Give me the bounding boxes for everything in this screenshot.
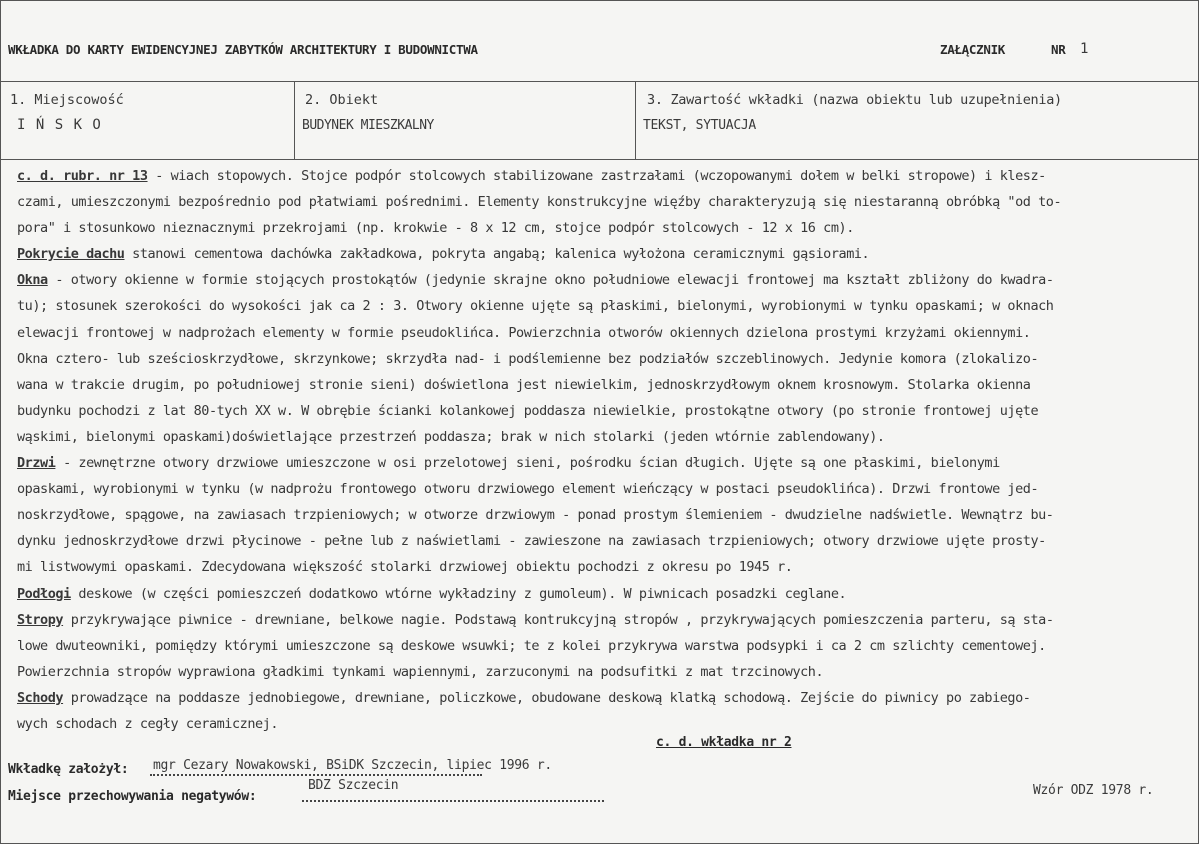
section-heading: Schody [17,689,64,706]
line-text: tu); stosunek szerokości do wysokości jak ca 2 : 3. Otwory okienne ujęte są płaskimi, bielonymi, wyrobionymi w tynku opaskami; w oknach [17,298,1054,315]
annex-label: ZAŁĄCZNIK [940,42,1006,57]
header-divider [0,81,1199,82]
line-text: budynku pochodzi z lat 80-tych XX w. W obrębie ścianki kolankowej poddasza niewielkie, prostokątne otwory (po stronie frontowej ujęte [17,402,1039,419]
negatives-dotted-line [302,800,604,802]
text-line [17,633,1182,659]
section-heading: Pokrycie dachu [17,246,125,263]
text-line [17,215,1182,241]
text-line [17,372,1182,398]
form-title: WKŁADKA DO KARTY EWIDENCYJNEJ ZABYTKÓW ARCHITEKTURY I BUDOWNICTWA [8,42,478,57]
object-value: BUDYNEK MIESZKALNY [302,118,434,133]
section-heading: Stropy [17,611,64,628]
text-line [17,241,1182,267]
text-line [17,163,1182,189]
line-text: - wiach stopowych. Stojce podpór stolcowych stabilizowane zastrzałami (wczopowanymi dołem w belki stropowe) i klesz- [147,168,1046,184]
form-version: Wzór ODZ 1978 r. [1033,783,1154,798]
section-heading: Drzwi [17,455,56,472]
text-line [17,502,1182,528]
author-dotted-line [150,774,482,776]
text-line [17,398,1182,424]
line-text: dynku jednoskrzydłowe drzwi płycinowe - pełne lub z naświetlami - zawieszone na zawiasach trzpieniowych; otwory drzwiowe ujęte prosty- [17,533,1046,550]
text-line [17,607,1182,633]
annex-number-value: 1 [1080,41,1089,57]
line-text: Powierzchnia stropów wyprawiona gładkimi tynkami wapiennymi, zarzuconymi na podsufitki z mat trzcinowych. [17,663,824,680]
fields-divider [0,159,1199,160]
place-value: I Ń S K O [17,117,102,133]
line-text: pora" i stosunkowo nieznacznymi przekrojami (np. krokwie - 8 x 12 cm, stojce podpór stolcowych - 12 x 16 cm). [17,220,854,237]
text-line [17,267,1182,293]
text-line [17,528,1182,554]
text-line [17,346,1182,372]
text-line [17,189,1182,215]
author-label: Wkładkę założył: [8,762,129,777]
contents-value: TEKST, SYTUACJA [643,118,756,133]
text-line [17,554,1182,580]
section-heading: Podłogi [17,585,71,602]
author-value: mgr Cezary Nowakowski, BSiDK Szczecin, lipiec 1996 r. [153,758,552,773]
text-line [17,685,1182,711]
text-line [17,424,1182,450]
description-text [17,163,1182,737]
line-text: - zewnętrzne otwory drzwiowe umieszczone w osi przelotowej sieni, pośrodku ścian długich. Ujęte są one płaskimi, bielonymi [55,455,1000,472]
text-line [17,581,1182,607]
line-text: stanowi cementowa dachówka zakładkowa, pokryta angabą; kalenica wyłożona ceramicznymi gąsiorami. [124,246,870,263]
annex-number-label: NR [1051,42,1066,57]
line-text: mi listwowymi opaskami. Zdecydowana większość stolarki drzwiowej obiektu pochodzi z okresu po 1945 r. [17,559,793,576]
line-text: wych schodach z cegły ceramicznej. [17,715,279,732]
text-line [17,476,1182,502]
line-text: noskrzydłowe, spągowe, na zawiasach trzpieniowych; w otworze drzwiowym - ponad prostym ślemieniem - dwudzielne nadświetle. Wewnątrz bu- [17,507,1054,524]
text-line [17,293,1182,319]
line-text: czami, umieszczonymi bezpośrednio pod płatwiami pośrednimi. Elementy konstrukcyjne więźby charakteryzują się niestaranną obróbką "od to- [17,194,1062,211]
line-text: wąskimi, bielonymi opaskami)doświetlające przestrzeń poddasza; brak w nich stolarki (jeden wtórnie zablendowany). [17,428,885,445]
line-text: przykrywające piwnice - drewniane, belkowe nagie. Podstawą kontrukcyjną stropów , przykrywających pomieszczenia parteru, są sta- [63,611,1054,628]
negatives-value: BDZ Szczecin [308,778,399,793]
section-heading: c. d. rubr. nr 13 [17,168,148,184]
text-line [17,711,1182,737]
line-text: - otwory okienne w formie stojących prostokątów (jedynie skrajne okno południowe elewacji frontowej ma kształt zbliżony do kwadra- [47,272,1054,289]
contents-label: 3. Zawartość wkładki (nazwa obiektu lub uzupełnienia) [647,92,1062,108]
line-text: wana w trakcie drugim, po południowej stronie sieni) doświetlona jest niewielkim, jednoskrzydłowym oknem krosnowym. Stolarka okienna [17,376,1031,393]
line-text: deskowe (w części pomieszczeń dodatkowo wtórne wykładziny z gumoleum). W piwnicach posadzki ceglane. [70,585,847,602]
section-heading: Okna [17,272,48,289]
column-divider-2 [635,82,636,159]
continuation-note: c. d. wkładka nr 2 [656,735,792,750]
object-label: 2. Obiekt [305,92,379,108]
line-text: lowe dwuteowniki, pomiędzy którymi umieszczone są deskowe wsuwki; te z kolei przykrywa warstwa podsypki i ca 2 cm szlichty cementowej. [17,637,1046,654]
column-divider-1 [294,82,295,159]
text-line [17,450,1182,476]
line-text: Okna cztero- lub sześcioskrzydłowe, skrzynkowe; skrzydła nad- i podślemienne bez podziałów szczeblinowych. Jedynie komora (zlokalizo- [17,350,1039,367]
line-text: prowadzące na poddasze jednobiegowe, drewniane, policzkowe, obudowane deskową klatką schodową. Zejście do piwnicy po zabiego- [63,689,1031,706]
line-text: opaskami, wyrobionymi w tynku (w nadprożu frontowego otworu drzwiowego element wieńczący w postaci pseudoklińca). Drzwi frontowe jed- [17,481,1039,498]
place-label: 1. Miejscowość [10,92,124,108]
text-line [17,659,1182,685]
line-text: elewacji frontowej w nadprożach elementy w formie pseudoklińca. Powierzchnia otworów okiennych dzielona prostymi krzyżami okiennymi. [17,324,1031,341]
negatives-label: Miejsce przechowywania negatywów: [8,789,257,804]
text-line [17,320,1182,346]
